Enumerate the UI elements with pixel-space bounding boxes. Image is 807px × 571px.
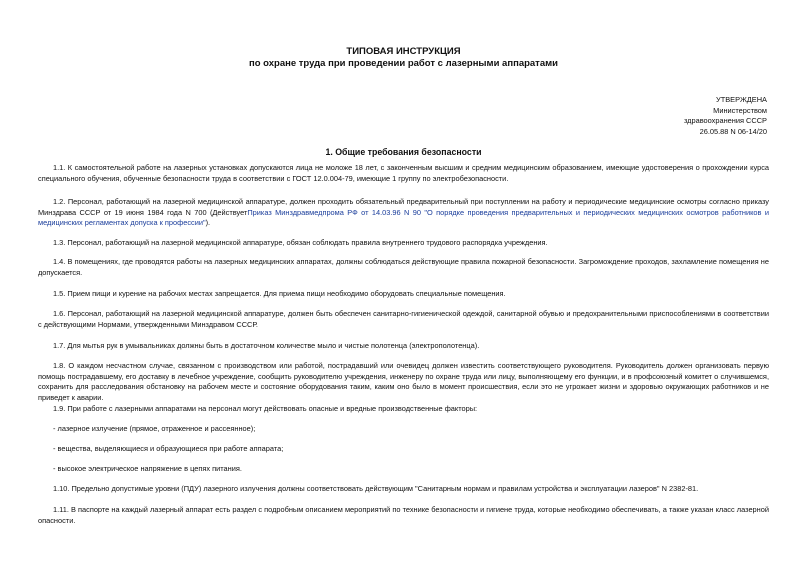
paragraph-1-4: 1.4. В помещениях, где проводятся работы на лазерных медицинских аппаратах, должны соблюдаться действующие правила пожарной безопасности. Загромождение проходов, захламление помещения не допускается. xyxy=(38,257,769,277)
document-title: ТИПОВАЯ ИНСТРУКЦИЯ xyxy=(346,46,461,57)
paragraph-1-10: 1.10. Предельно допустимые уровни (ПДУ) лазерного излучения должны соответствовать действующим "Санитарным нормам и правилам устройства и эксплуатации лазеров" N 2382-81. xyxy=(53,484,699,493)
paragraph-1-3: 1.3. Персонал, работающий на лазерной медицинской аппаратуре, обязан соблюдать правила внутреннего трудового распорядка учреждения. xyxy=(53,238,548,247)
approval-line-approved: УТВЕРЖДЕНА xyxy=(716,95,767,104)
order-link[interactable]: Приказ Минздравмедпрома РФ от 14.03.96 N 90 "О порядке проведения предварительных и периодических медицинских осмотров работников и медицинских регламентах допуска к профессии" xyxy=(38,207,769,227)
approval-line-ministry: Министерством xyxy=(713,105,767,115)
paragraph-1-2-end: ). xyxy=(205,218,211,227)
approval-line-ministry-name: здравоохранения СССР xyxy=(683,116,767,125)
document-subtitle: по охране труда при проведении работ с лазерными аппаратами xyxy=(249,58,558,69)
list-item-high-voltage: - высокое электрическое напряжение в цепях питания. xyxy=(53,464,242,473)
paragraph-1-11: 1.11. В паспорте на каждый лазерный аппарат есть раздел с подробным описанием мероприятий по технике безопасности и гигиене труда, которые необходимо обеспечивать, а также указан класс лазерной опасности. xyxy=(38,505,769,525)
section-heading-general-requirements: 1. Общие требования безопасности xyxy=(325,147,482,157)
paragraph-1-6: 1.6. Персонал, работающий на лазерной медицинской аппаратуре, должен быть обеспечен санитарно-гигиенической одеждой, санитарной обувью и предохранительными приспособлениями в соответствии с действующими Нормами, утвержденными Минздравом СССР. xyxy=(38,309,769,329)
paragraph-1-7: 1.7. Для мытья рук в умывальниках должны быть в достаточном количестве мыло и чистые полотенца (электрополотенца). xyxy=(53,341,480,350)
paragraph-1-2-text: 1.2. Персонал, работающий на лазерной медицинской аппаратуре, должен проходить обязательный предварительный при поступлении на работу и периодические медицинские осмотры согласно приказу Минздрава СССР от 19 июня 1984 года N 700 (Действует xyxy=(38,197,769,217)
paragraph-1-2 xyxy=(38,197,769,229)
approval-block xyxy=(684,95,767,137)
list-item-laser-radiation: - лазерное излучение (прямое, отраженное и рассеянное); xyxy=(53,424,256,433)
paragraph-1-5: 1.5. Прием пищи и курение на рабочих местах запрещается. Для приема пищи необходимо оборудовать специальные помещения. xyxy=(53,289,506,298)
paragraph-1-9: 1.9. При работе с лазерными аппаратами на персонал могут действовать опасные и вредные производственные факторы: xyxy=(53,404,478,413)
approval-line-date-number: 26.05.88 N 06-14/20 xyxy=(699,126,767,136)
paragraph-1-1: 1.1. К самостоятельной работе на лазерных установках допускаются лица не моложе 18 лет, с законченным высшим и средним медицинским образованием, имеющие удостоверения о прохождении курса специального обучения, обученные безопасности труда в соответствии с ГОСТ 12.0.004-79, имеющие 1 группу по электробезопасности. xyxy=(38,163,769,183)
paragraph-1-8: 1.8. О каждом несчастном случае, связанном с производством или работой, пострадавший или очевидец должен известить соответствующего руководителя. Руководитель должен организовать первую помощь пострадавшему, его доставку в лечебное учреждение, сообщить руководителю учреждения, инженеру по охране труда или лицу, выполняющему его функции, и в профсоюзный комитет о случившемся, сохранить для расследования обстановку на рабочем месте и состояние оборудования таким, каким оно было в момент происшествия, если это не угрожает жизни и здоровью окружающих работников и не приведет к аварии. xyxy=(38,361,769,402)
list-item-substances: - вещества, выделяющиеся и образующиеся при работе аппарата; xyxy=(53,444,284,453)
